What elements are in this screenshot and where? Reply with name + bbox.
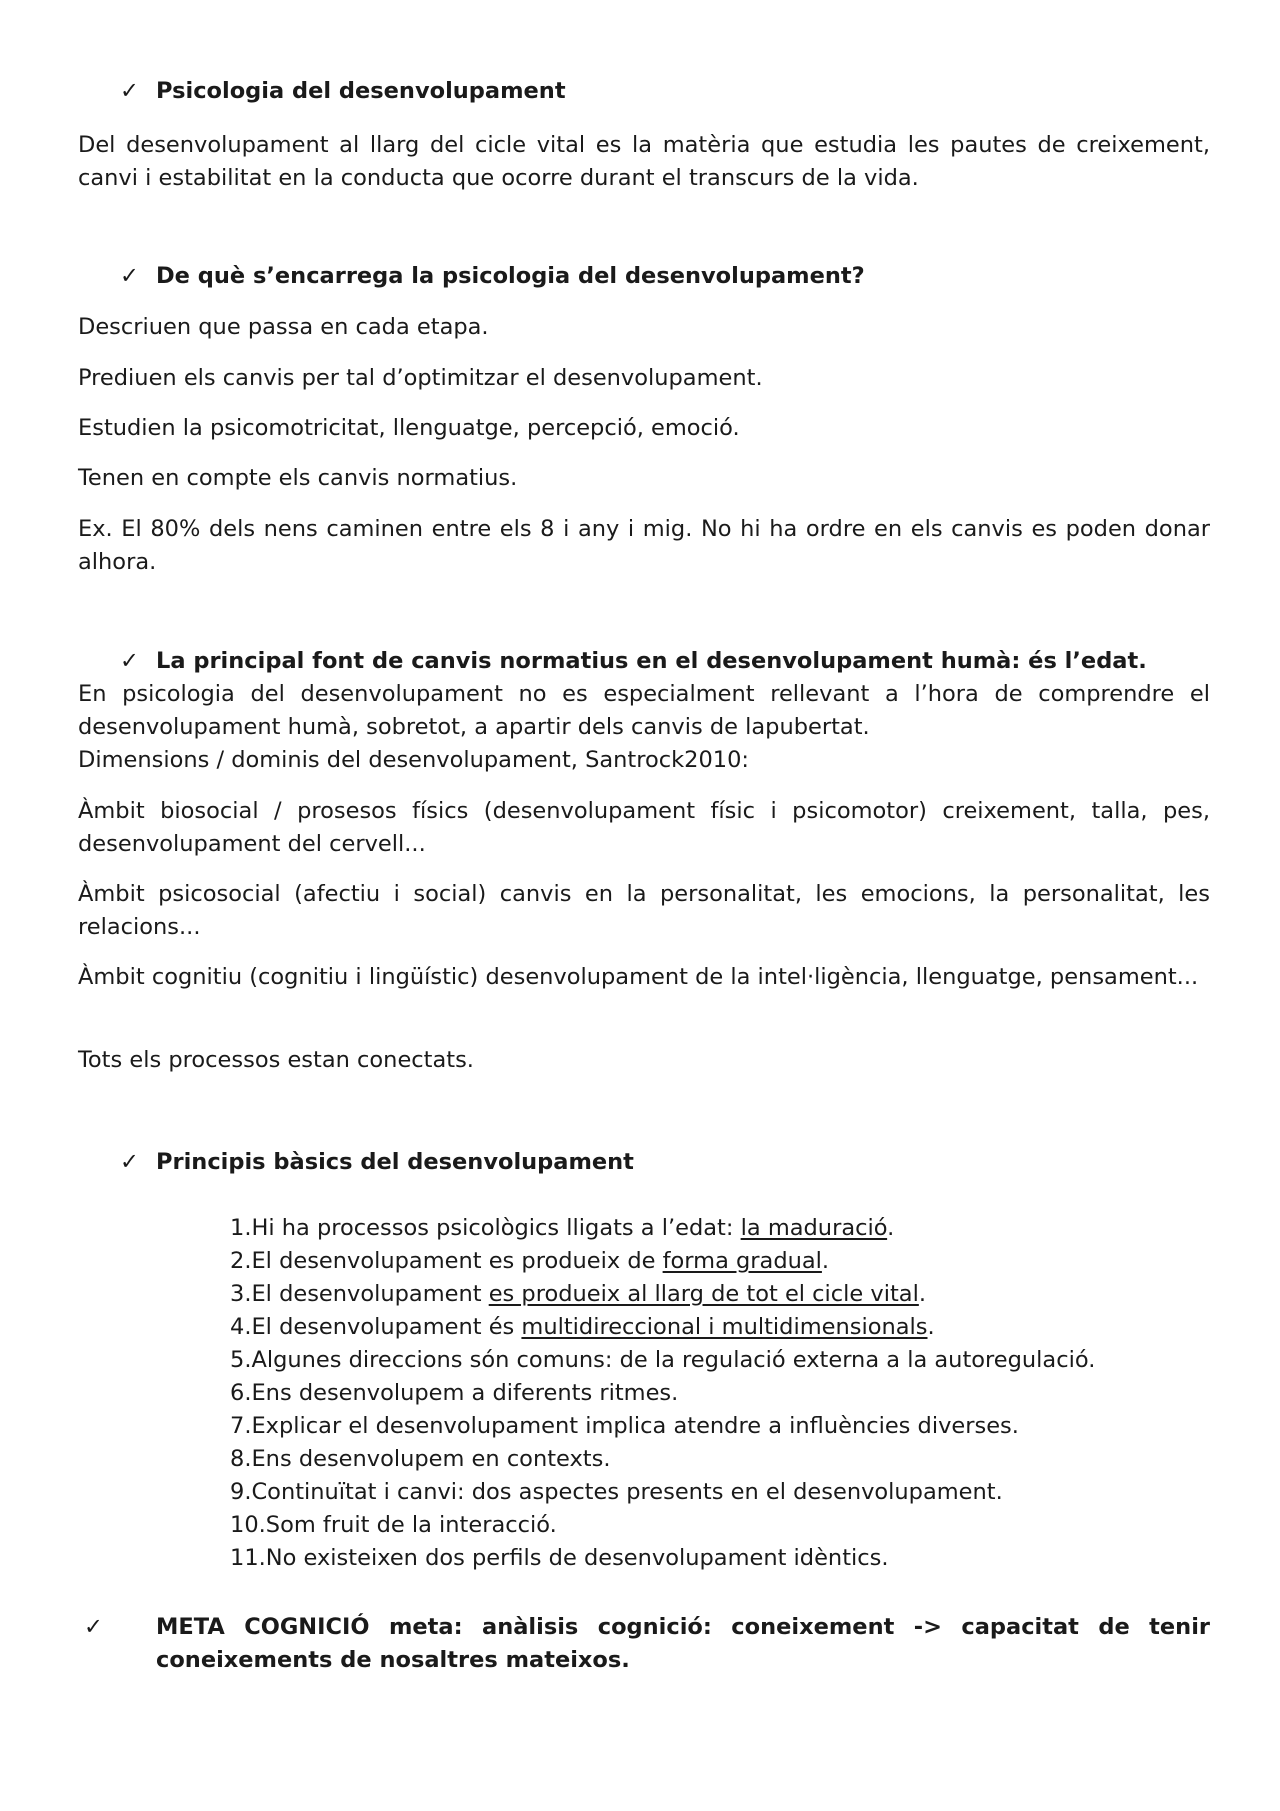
list-item: [230, 1476, 1095, 1509]
list-text: Explicar el desenvolupament implica atendre a influències diverses.: [251, 1413, 1019, 1439]
list-number: 10.: [230, 1512, 266, 1538]
checkmark-icon: ✓: [84, 1614, 103, 1640]
paragraph: Àmbit biosocial / prosesos físics (desenvolupament físic i psicomotor) creixement, talla, pes, desenvolupament del cervell...: [78, 798, 1210, 857]
list-number: 6.: [230, 1380, 252, 1406]
list-item: [230, 1542, 1095, 1575]
section-heading: [120, 1146, 634, 1179]
underlined-text: la maduració: [740, 1215, 888, 1241]
checkmark-icon: ✓: [120, 1149, 139, 1175]
list-item: [230, 1410, 1095, 1443]
list-text: El desenvolupament és: [251, 1314, 522, 1340]
section-heading: [120, 260, 865, 293]
list-item: [230, 1311, 1095, 1344]
heading-text: Psicologia del desenvolupament: [156, 78, 566, 104]
heading-label: META COGNICIÓ meta: anàlisis cognició: coneixement -> capacitat de tenir coneixements de nosaltres mateixos.: [156, 1614, 1210, 1673]
list-number: 7.: [230, 1413, 252, 1439]
list-item: [230, 1344, 1095, 1377]
list-text-end: .: [927, 1314, 935, 1340]
paragraph: En psicologia del desenvolupament no es especialment rellevant a l’hora de comprendre el desenvolupament humà, sobretot, a apartir dels canvis de lapubertat.: [78, 681, 1210, 740]
heading-text: [84, 1611, 1210, 1677]
checkmark-icon: ✓: [120, 648, 139, 674]
paragraph: Àmbit psicosocial (afectiu i social) canvis en la personalitat, les emocions, la personalitat, les relacions...: [78, 881, 1210, 940]
heading-text: La principal font de canvis normatius en el desenvolupament humà: és l’edat.: [156, 648, 1147, 674]
list-item: [230, 1509, 1095, 1542]
heading-text: De què s’encarrega la psicologia del desenvolupament?: [156, 263, 865, 289]
list-text: Ens desenvolupem a diferents ritmes.: [251, 1380, 679, 1406]
underlined-text: multidireccional i multidimensionals: [521, 1314, 928, 1340]
list-number: 2.: [230, 1248, 252, 1274]
list-number: 1.: [230, 1215, 252, 1241]
list-text: Algunes direccions són comuns: de la regulació externa a la autoregulació.: [251, 1347, 1096, 1373]
section-heading: [120, 645, 1147, 678]
list-item: [230, 1377, 1095, 1410]
list-number: 9.: [230, 1479, 252, 1505]
list-text: No existeixen dos perfils de desenvolupament idèntics.: [265, 1545, 889, 1571]
paragraph: Àmbit cognitiu (cognitiu i lingüístic) desenvolupament de la intel·ligència, llenguatge, pensament...: [78, 964, 1199, 990]
checkmark-icon: ✓: [120, 78, 139, 104]
paragraph: Tots els processos estan conectats.: [78, 1047, 474, 1073]
list-item: [230, 1245, 1095, 1278]
list-text: Hi ha processos psicològics lligats a l’edat:: [251, 1215, 741, 1241]
paragraph: Estudien la psicomotricitat, llenguatge, percepció, emoció.: [78, 415, 740, 441]
underlined-text: forma gradual: [662, 1248, 822, 1274]
list-text: Continuïtat i canvi: dos aspectes presents en el desenvolupament.: [251, 1479, 1003, 1505]
list-text-end: .: [821, 1248, 830, 1274]
paragraph: Prediuen els canvis per tal d’optimitzar el desenvolupament.: [78, 365, 763, 391]
underlined-text: es produeix al llarg de tot el cicle vital: [488, 1281, 919, 1307]
list-number: 11.: [230, 1545, 266, 1571]
principles-list: [230, 1212, 1095, 1575]
section-heading: [120, 75, 566, 108]
paragraph: Descriuen que passa en cada etapa.: [78, 314, 489, 340]
paragraph: Del desenvolupament al llarg del cicle vital es la matèria que estudia les pautes de creixement, canvi i estabilitat en la conducta que ocorre durant el transcurs de la vida.: [78, 132, 1210, 191]
list-text: El desenvolupament: [251, 1281, 489, 1307]
list-text-end: .: [887, 1215, 895, 1241]
list-text: El desenvolupament es produeix de: [251, 1248, 663, 1274]
list-item: [230, 1278, 1095, 1311]
list-number: 5.: [230, 1347, 252, 1373]
list-number: 4.: [230, 1314, 252, 1340]
checkmark-icon: ✓: [120, 263, 139, 289]
paragraph: Dimensions / dominis del desenvolupament, Santrock2010:: [78, 747, 750, 773]
list-item: [230, 1443, 1095, 1476]
list-item: [230, 1212, 1095, 1245]
list-text: Ens desenvolupem en contexts.: [251, 1446, 611, 1472]
list-number: 8.: [230, 1446, 252, 1472]
heading-text: Principis bàsics del desenvolupament: [156, 1149, 634, 1175]
section-heading: [84, 1611, 1210, 1677]
list-text-end: .: [918, 1281, 927, 1307]
paragraph: Ex. El 80% dels nens caminen entre els 8 i any i mig. No hi ha ordre en els canvis es poden donar alhora.: [78, 516, 1210, 575]
paragraph: Tenen en compte els canvis normatius.: [78, 465, 518, 491]
list-text: Som fruit de la interacció.: [265, 1512, 557, 1538]
list-number: 3.: [230, 1281, 252, 1307]
